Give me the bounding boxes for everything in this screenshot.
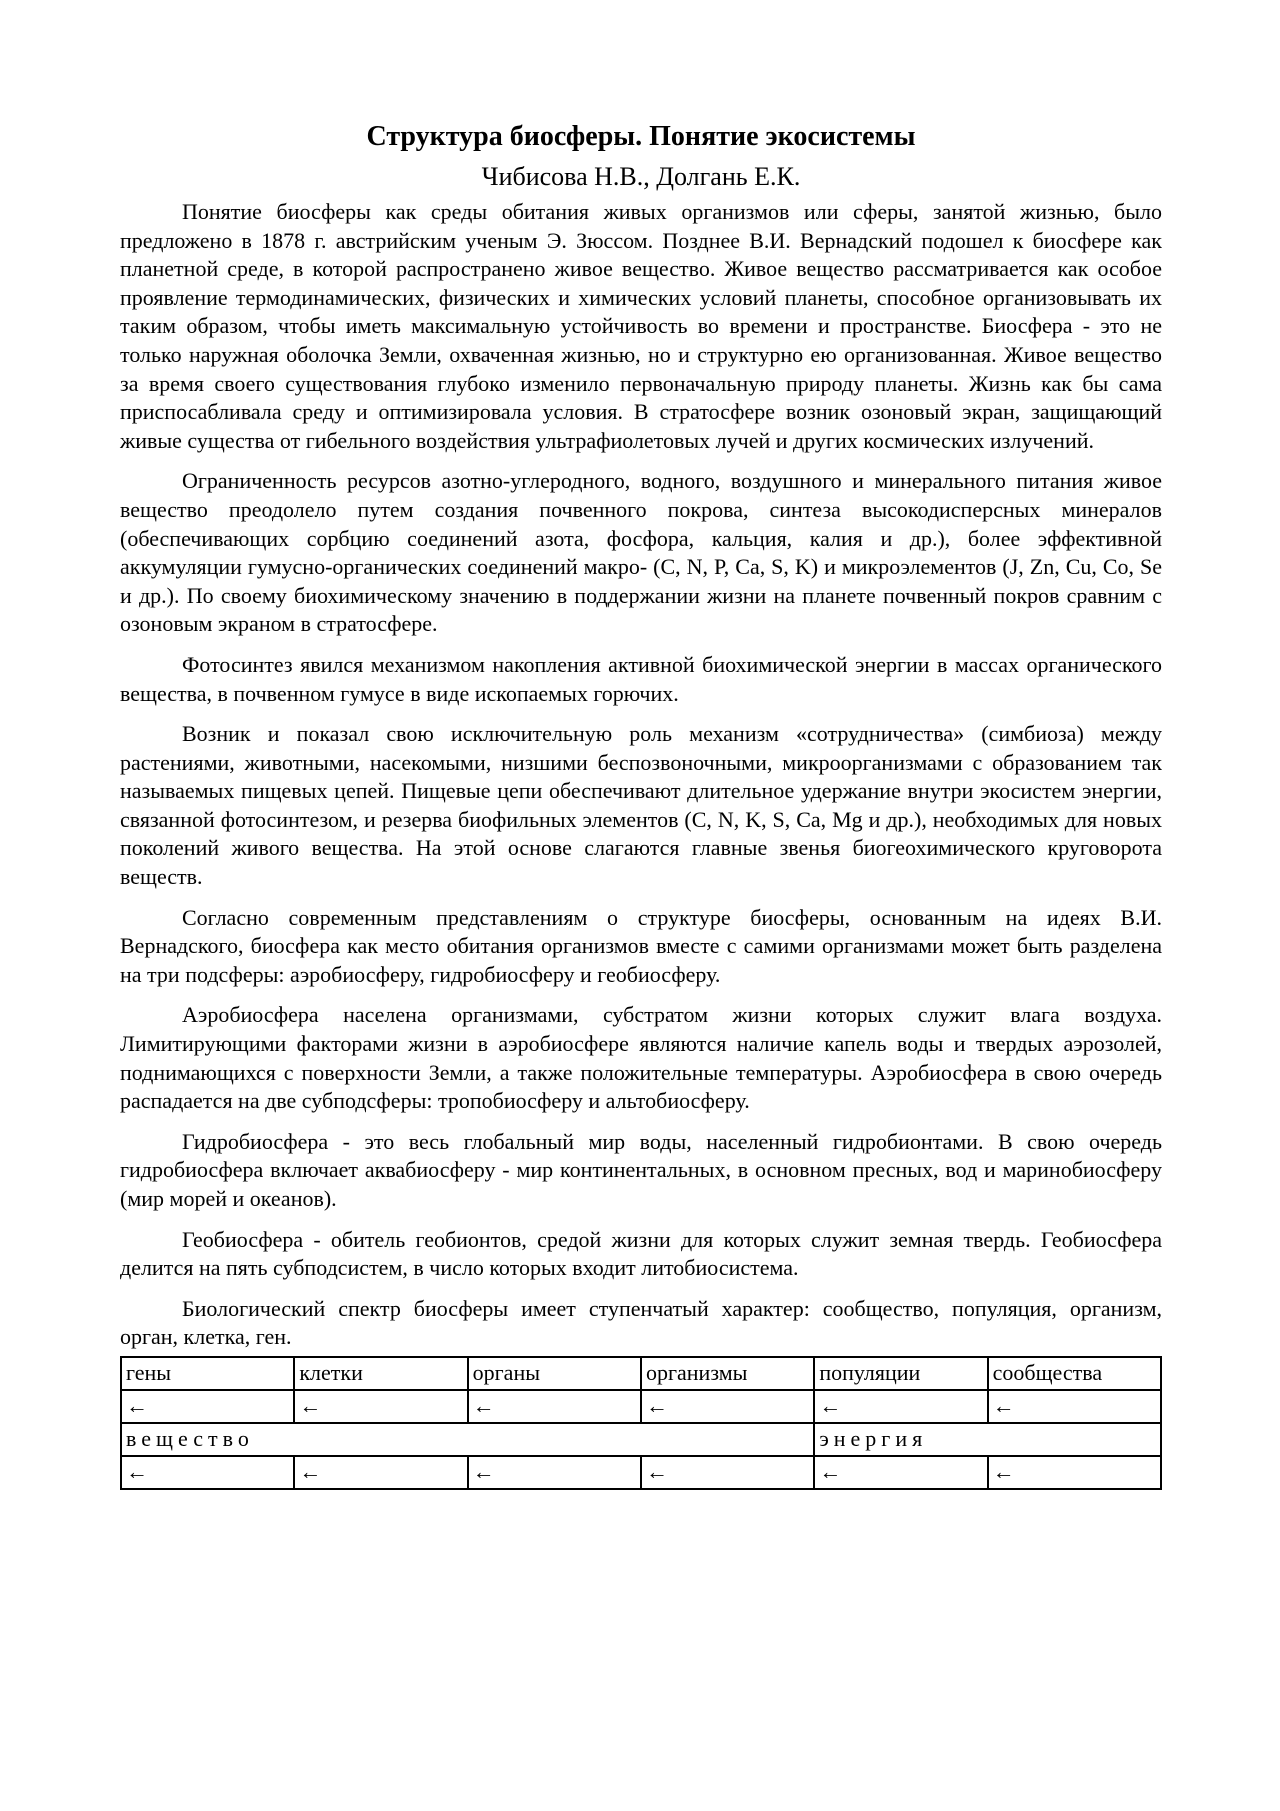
paragraph-4: Возник и показал свою исключительную роль механизм «сотрудничества» (симбиоза) между растениями, животными, насекомыми, низшими беспозвоночными, микроорганизмами с образованием так называемых пищевых цепей. Пищевые цепи обеспечивают длительное удержание внутри экосистем энергии, связанной фотосинтезом, и резерва биофильных элементов (C, N, K, S, Ca, Mg и др.), необходимых для новых поколений живого вещества. На этой основе слагаются главные звенья биогеохимического круговорота веществ. bbox=[120, 721, 1162, 890]
arrow-left-icon: ← bbox=[121, 1390, 294, 1423]
arrow-left-icon: ← bbox=[641, 1390, 814, 1423]
document-title: Структура биосферы. Понятие экосистемы bbox=[366, 121, 916, 152]
document-page bbox=[120, 120, 1162, 1490]
paragraph-3: Фотосинтез явился механизмом накопления активной биохимической энергии в массах органического вещества, в почвенном гумусе в виде ископаемых горючих. bbox=[120, 651, 1162, 706]
arrow-left-icon: ← bbox=[294, 1390, 467, 1423]
table-label-row bbox=[121, 1423, 1161, 1456]
paragraph-1: Понятие биосферы как среды обитания живых организмов или сферы, занятой жизнью, было предложено в 1878 г. австрийским ученым Э. Зюссом. Позднее В.И. Вернадский подошел к биосфере как планетной среде, в которой распространено живое вещество. Живое вещество рассматривается как особое проявление термодинамических, физических и химических условий планеты, способное организовывать их таким образом, чтобы иметь максимальную устойчивость во времени и пространстве. Биосфера - это не только наружная оболочка Земли, охваченная жизнью, но и структурно ею организованная. Живое вещество за время своего существования глубоко изменило первоначальную природу планеты. Жизнь как бы сама приспосабливала среду и оптимизировала условия. В стратосфере возник озоновый экран, защищающий живые существа от гибельного воздействия ультрафиолетовых лучей и других космических излучений. bbox=[120, 199, 1162, 453]
paragraph-7: Гидробиосфера - это весь глобальный мир воды, населенный гидробионтами. В свою очередь гидробиосфера включает аквабиосферу - мир континентальных, в основном пресных, вод и маринобиосферу (мир морей и океанов). bbox=[120, 1128, 1162, 1211]
table-cell-organs: органы bbox=[468, 1357, 641, 1390]
table-cell-populations: популяции bbox=[814, 1357, 987, 1390]
table-arrow-row-2 bbox=[121, 1456, 1161, 1489]
paragraph-9: Биологический спектр биосферы имеет ступенчатый характер: сообщество, популяция, организм, орган, клетка, ген. bbox=[120, 1295, 1162, 1350]
paragraph-6: Аэробиосфера населена организмами, субстратом жизни которых служит влага воздуха. Лимитирующими факторами жизни в аэробиосфере являются наличие капель воды и твердых аэрозолей, поднимающихся с поверхности Земли, а также положительные температуры. Аэробиосфера в свою очередь распадается на две субподсферы: тропобиосферу и альтобиосферу. bbox=[120, 1002, 1162, 1114]
document-authors: Чибисова Н.В., Долгань Е.К. bbox=[481, 162, 801, 191]
paragraph-2: Ограниченность ресурсов азотно-углеродного, водного, воздушного и минерального питания живое вещество преодолело путем создания почвенного покрова, синтеза высокодисперсных минералов (обеспечивающих сорбцию соединений азота, фосфора, кальция, калия и др.), более эффективной аккумуляции гумусно-органических соединений макро- (C, N, P, Ca, S, K) и микроэлементов (J, Zn, Cu, Co, Se и др.). По своему биохимическому значению в поддержании жизни на планете почвенный покров сравним с озоновым экраном в стратосфере. bbox=[120, 468, 1162, 637]
table-arrow-row bbox=[121, 1390, 1161, 1423]
table-header-row bbox=[121, 1357, 1161, 1390]
table-cell-organisms: организмы bbox=[641, 1357, 814, 1390]
arrow-left-icon: ← bbox=[641, 1456, 814, 1489]
table-label-substance: вещество bbox=[121, 1423, 814, 1456]
spectrum-table bbox=[120, 1356, 1162, 1490]
table-cell-genes: гены bbox=[121, 1357, 294, 1390]
table-label-energy: энергия bbox=[814, 1423, 1161, 1456]
paragraph-5: Согласно современным представлениям о структуре биосферы, основанным на идеях В.И. Вернадского, биосфера как место обитания организмов вместе с самими организмами может быть разделена на три подсферы: аэробиосферу, гидробиосферу и геобиосферу. bbox=[120, 904, 1162, 987]
arrow-left-icon: ← bbox=[988, 1456, 1161, 1489]
paragraph-8: Геобиосфера - обитель геобионтов, средой жизни для которых служит земная твердь. Геобиосфера делится на пять субподсистем, в число которых входит литобиосистема. bbox=[120, 1226, 1162, 1281]
table-cell-cells: клетки bbox=[294, 1357, 467, 1390]
arrow-left-icon: ← bbox=[468, 1390, 641, 1423]
arrow-left-icon: ← bbox=[814, 1456, 987, 1489]
table-cell-communities: сообщества bbox=[988, 1357, 1161, 1390]
arrow-left-icon: ← bbox=[988, 1390, 1161, 1423]
arrow-left-icon: ← bbox=[121, 1456, 294, 1489]
arrow-left-icon: ← bbox=[814, 1390, 987, 1423]
arrow-left-icon: ← bbox=[294, 1456, 467, 1489]
arrow-left-icon: ← bbox=[468, 1456, 641, 1489]
